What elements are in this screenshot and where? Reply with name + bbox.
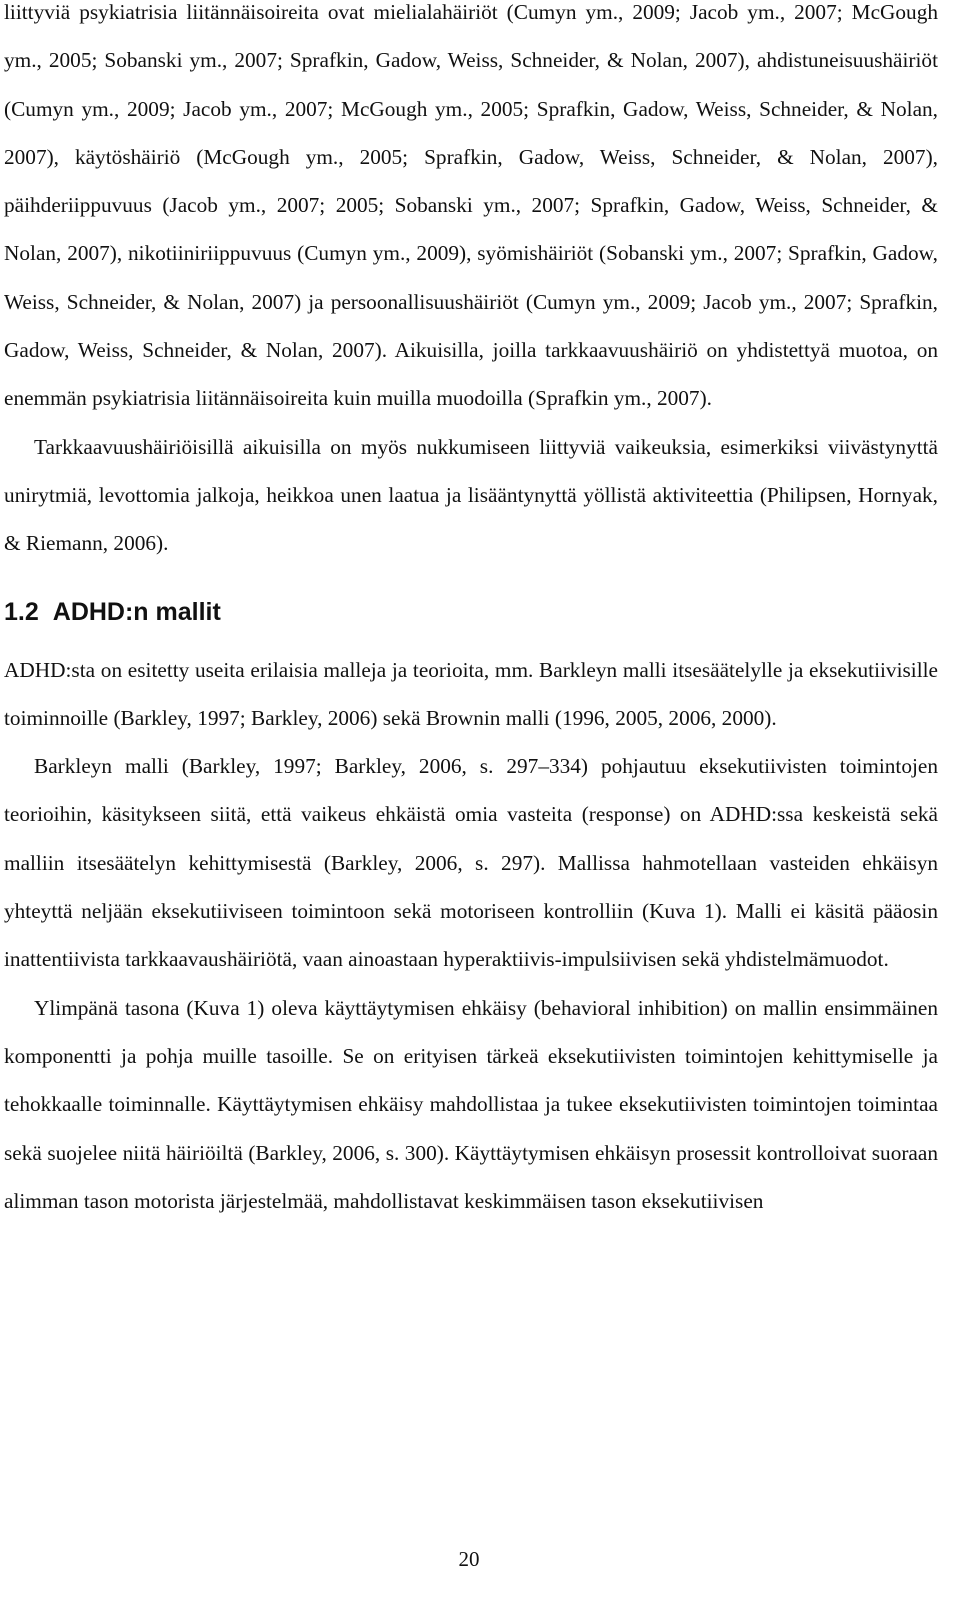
page-number: 20: [458, 1547, 480, 1571]
body-text: [4, 0, 938, 1225]
paragraph-barkley-model: Barkleyn malli (Barkley, 1997; Barkley, 2006, s. 297–334) pohjautuu eksekutiivisten toimintojen teorioihin, käsitykseen siitä, että vaikeus ehkäistä omia vasteita (response) on ADHD:ssa keskeistä sekä malliin itsesäätelyn kehittymisestä (Barkley, 2006, s. 297). Mallissa hahmotellaan vasteiden ehkäisyn yhteyttä neljään eksekutiiviseen toimintoon sekä motoriseen kontrolliin (Kuva 1). Malli ei käsitä pääosin inattentiivista tarkkaavaushäiriötä, vaan ainoastaan hyperaktiivis-impulsiivisen sekä yhdistelmämuodot.: [4, 754, 938, 972]
section-heading: [4, 592, 938, 632]
paragraph-sleep-problems: Tarkkaavuushäiriöisillä aikuisilla on myös nukkumiseen liittyviä vaikeuksia, esimerkiksi viivästynyttä unirytmiä, levottomia jalkoja, heikkoa unen laatua ja lisääntynyttä yöllistä aktiviteettia (Philipsen, Hornyak, & Riemann, 2006).: [4, 434, 938, 556]
paragraph-behavioral-inhibition: Ylimpänä tasona (Kuva 1) oleva käyttäytymisen ehkäisy (behavioral inhibition) on mallin ensimmäinen komponentti ja pohja muille tasoille. Se on erityisen tärkeä eksekutiivisten toimintojen kehittymiselle ja tehokkaalle toiminnalle. Käyttäytymisen ehkäisy mahdollistaa ja tukee eksekutiivisten toimintojen toimintaa sekä suojelee niitä häiriöiltä (Barkley, 2006, s. 300). Käyttäytymisen ehkäisyn prosessit kontrolloivat suoraan alimman tason motorista järjestelmää, mahdollistavat keskimmäisen tason eksekutiivisen: [4, 995, 938, 1213]
paragraph-comorbidity: liittyviä psykiatrisia liitännäisoireita ovat mielialahäiriöt (Cumyn ym., 2009; Jacob ym., 2007; McGough ym., 2005; Sobanski ym., 2007; Sprafkin, Gadow, Weiss, Schneider, & Nolan, 2007), ahdistuneisuushäiriöt (Cumyn ym., 2009; Jacob ym., 2007; McGough ym., 2005; Sprafkin, Gadow, Weiss, Schneider, & Nolan, 2007), käytöshäiriö (McGough ym., 2005; Sprafkin, Gadow, Weiss, Schneider, & Nolan, 2007), päihderiippuvuus (Jacob ym., 2007; 2005; Sobanski ym., 2007; Sprafkin, Gadow, Weiss, Schneider, & Nolan, 2007), nikotiiniriippuvuus (Cumyn ym., 2009), syömishäiriöt (Sobanski ym., 2007; Sprafkin, Gadow, Weiss, Schneider, & Nolan, 2007) ja persoonallisuushäiriöt (Cumyn ym., 2009; Jacob ym., 2007; Sprafkin, Gadow, Weiss, Schneider, & Nolan, 2007). Aikuisilla, joilla tarkkaavuushäiriö on yhdistettyä muotoa, on enemmän psykiatrisia liitännäisoireita kuin muilla muodoilla (Sprafkin ym., 2007).: [4, 0, 938, 411]
section-number: 1.2: [4, 597, 39, 626]
paragraph-models-intro: ADHD:sta on esitetty useita erilaisia malleja ja teorioita, mm. Barkleyn malli itsesäätelylle ja eksekutiivisille toiminnoille (Barkley, 1997; Barkley, 2006) sekä Brownin malli (1996, 2005, 2006, 2000).: [4, 657, 938, 730]
section-title: ADHD:n mallit: [52, 597, 221, 626]
